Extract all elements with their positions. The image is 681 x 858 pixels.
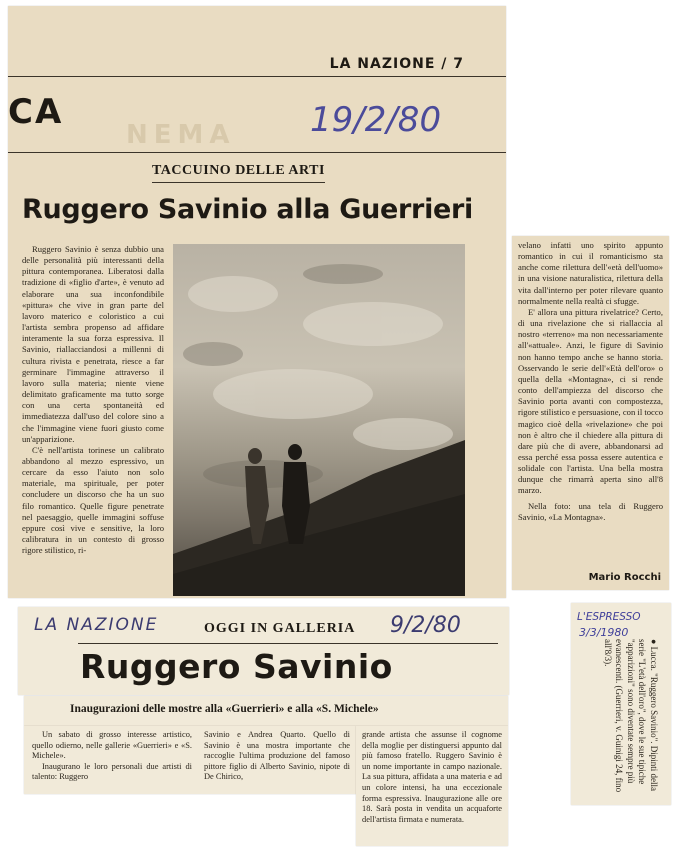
- photo-caption: Nella foto: una tela di Ruggero Savinio, «La Montagna».: [518, 500, 663, 522]
- handwritten-source: LA NAZIONE: [34, 615, 159, 635]
- galleria-body-left: [24, 726, 356, 794]
- galleria-col3-paragraph: grande artista che assunse il cognome della moglie per distinguersi appunto dal più famoso fratello. Ruggero Savinio è un nome importante in campo nazionale. La sua pittura, affidata a una materia e ad un colore intensi, ha una eccezionale forma espressiva. Inaugurazione alle ore 18. Sarà posta in vendita un acquaforte dell'artista firmata e numerata.: [362, 730, 502, 824]
- espresso-notice-text: ● Lucca. "Ruggero Savinio". Dipinti della serie "L'età dell'oro", dove le sue tipiche "apparizioni" sono diventate sempre più evanescenti. (Guerrieri, v. Guinigi 24, fino all'8/3).: [602, 639, 659, 793]
- continuation-column: [518, 240, 663, 523]
- handwritten-source-espresso: L'ESPRESSO: [577, 611, 641, 623]
- galleria-col1-paragraph-2: Inaugurano le loro personali due artisti di talento: Ruggero: [32, 761, 192, 782]
- fragment-heading: CA: [8, 92, 64, 132]
- section-label: TACCUINO DELLE ARTI: [152, 163, 325, 183]
- galleria-column-3: [362, 730, 502, 825]
- painting-graphic: [173, 244, 465, 596]
- espresso-clipping: [571, 603, 671, 805]
- article-clipping-continuation: [512, 236, 669, 590]
- article-clipping-main: [8, 6, 506, 598]
- painting-photo: [173, 244, 465, 596]
- galleria-column-2: [204, 730, 350, 783]
- section-rule: [8, 152, 506, 153]
- handwritten-date-espresso: 3/3/1980: [579, 626, 629, 639]
- galleria-body-right: [356, 726, 508, 846]
- galleria-subheadline: Inaugurazioni delle mostre alla «Guerrieri» e alla «S. Michele»: [70, 703, 379, 715]
- faded-heading: NEMA: [126, 120, 236, 150]
- continuation-paragraph-1: velano infatti uno spirito appunto romantico in cui il romanticismo sta anche come rilettura dell'«età dell'uomo» in una visione naturalistica, rilettura della vita dall'interno per poter rilevare quanto normalmente nella realtà ci sfugge.: [518, 240, 663, 306]
- column-1-paragraph-2: C'è nell'artista torinese un calibrato abbandono al mezzo espressivo, un cercare da esso l'aiuto non solo materiale, ma spirituale, per poter concludere un discorso che ha un suo filo romantico. Quelle figure penetrate nel paesaggio, quelle immagini soffuse eppure così vive e sensitive, la loro calibratura in un contesto di grosso rigore stilistico, ri-: [22, 444, 164, 556]
- article-headline: Ruggero Savinio alla Guerrieri: [22, 194, 474, 225]
- newspaper-header: LA NAZIONE / 7: [329, 56, 464, 72]
- article-column-1: [22, 244, 164, 556]
- continuation-paragraph-2: E' allora una pittura rivelatrice? Certo, di una rivelazione che si riallaccia al nostro «terreno» ma non necessariamente all'«attuale». Anzi, le figure di Savinio non hanno tempo anche se hanno storia. Osservando le serie dell'«Età dell'oro» o quella della «Montagna», ci si rende conto dell'ampiezza del discorso che Savinio porta avanti con compostezza, rigore stilistico e persuasione, con il tocco magico cioè della «rivelazione» che poi non è altro che il chiedere alla pittura di dare più che di avere, abbandonarsi ad essa perché essa possa essere autentica e solidale con l'artista. Una bella mostra dunque che rimarrà aperta sino all'8 marzo.: [518, 306, 663, 496]
- article-byline: Mario Rocchi: [588, 572, 661, 583]
- section-label-galleria: OGGI IN GALLERIA: [204, 621, 356, 636]
- galleria-col1-paragraph-1: Un sabato di grosso interesse artistico, quello odierno, nelle gallerie «Guerrieri» e «S. Michele».: [32, 730, 192, 761]
- galleria-headline: Ruggero Savinio: [80, 647, 393, 686]
- handwritten-date: 19/2/80: [310, 100, 442, 140]
- galleria-column-1: [32, 730, 192, 783]
- galleria-clipping: [18, 607, 509, 695]
- galleria-rule: [78, 643, 498, 644]
- galleria-subheadline-strip: [24, 696, 508, 726]
- galleria-col2-paragraph: Savinio e Andrea Quarto. Quello di Savinio è una mostra importante che raccoglie l'ultima produzione del famoso pittore figlio di Alberto Savinio, nipote di De Chirico,: [204, 730, 350, 782]
- handwritten-date-2: 9/2/80: [390, 613, 461, 638]
- header-rule: [8, 76, 506, 77]
- column-1-paragraph-1: Ruggero Savinio è senza dubbio una delle personalità più interessanti della pittura contemporanea. Liberatosi dalla tradizione di «figlio d'arte», è venuto ad elaborare una sua inconfondibile «pittura» che vive in gran parte del lavoro materico e coloristico a cui l'artista sembra propenso ad affidare interamente la sua forza espressiva. Il Savinio, riallacciandosi a millenni di cultura rivista e penetrata, riesce a far germinare l'immagine attraverso il lavoro sulla materia; niente viene delimitato graficamente ma tutto sorge con una certa spontaneità ed immediatezza dall'uso del colore sino a che l'immagine viene fuori giusto come un'apparizione.: [22, 244, 164, 444]
